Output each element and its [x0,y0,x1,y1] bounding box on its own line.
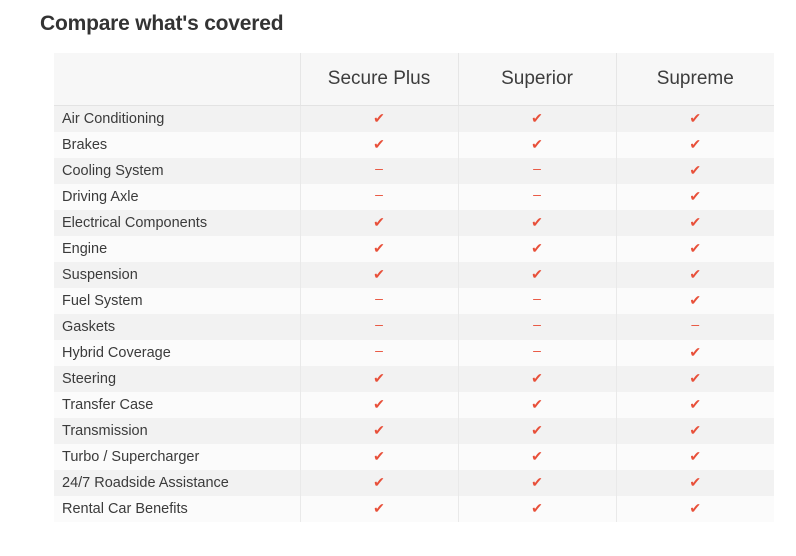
coverage-cell [458,314,616,340]
coverage-cell [300,158,458,184]
dash-icon: – [375,160,383,176]
coverage-cell [458,106,616,133]
coverage-cell [300,288,458,314]
dash-icon: – [533,342,541,358]
coverage-cell [458,496,616,522]
check-icon: ✔ [689,136,702,152]
table-row [54,132,774,158]
check-icon: ✔ [373,214,385,230]
feature-label: Brakes [54,132,300,158]
table-row [54,340,774,366]
check-icon: ✔ [689,214,702,230]
dash-icon: – [533,290,541,306]
coverage-cell [300,496,458,522]
check-icon: ✔ [531,240,543,256]
table-row [54,210,774,236]
coverage-cell [616,132,774,158]
table-row [54,184,774,210]
table-row [54,262,774,288]
coverage-cell [300,314,458,340]
check-icon: ✔ [373,474,385,490]
check-icon: ✔ [373,396,385,412]
table-row [54,158,774,184]
table-header [54,53,774,106]
check-icon: ✔ [373,448,385,464]
table-row [54,392,774,418]
check-icon: ✔ [373,370,385,386]
coverage-cell [300,340,458,366]
coverage-cell [458,210,616,236]
coverage-cell [458,262,616,288]
coverage-cell [300,132,458,158]
table-row [54,418,774,444]
feature-label: Suspension [54,262,300,288]
dash-icon: – [533,186,541,202]
table-body [54,106,774,523]
column-header-plan-secure-plus: Secure Plus [300,53,458,106]
table-row [54,366,774,392]
coverage-cell [616,392,774,418]
dash-icon: – [533,316,541,332]
coverage-cell [616,470,774,496]
check-icon: ✔ [531,448,543,464]
coverage-cell [616,418,774,444]
table-row [54,288,774,314]
coverage-cell [616,496,774,522]
dash-icon: – [691,316,700,332]
coverage-cell [458,340,616,366]
dash-icon: – [375,186,383,202]
dash-icon: – [375,290,383,306]
dash-icon: – [533,160,541,176]
check-icon: ✔ [531,500,543,516]
coverage-cell [300,418,458,444]
feature-label: Hybrid Coverage [54,340,300,366]
feature-label: Fuel System [54,288,300,314]
coverage-cell [616,106,774,133]
check-icon: ✔ [531,214,543,230]
coverage-cell [616,444,774,470]
dash-icon: – [375,316,383,332]
coverage-comparison-table [54,53,774,522]
table-row [54,496,774,522]
coverage-cell [458,158,616,184]
coverage-cell [300,210,458,236]
check-icon: ✔ [373,110,385,126]
feature-label: Cooling System [54,158,300,184]
coverage-cell [458,470,616,496]
check-icon: ✔ [531,474,543,490]
coverage-cell [616,236,774,262]
feature-label: Rental Car Benefits [54,496,300,522]
check-icon: ✔ [531,110,543,126]
coverage-cell [616,314,774,340]
check-icon: ✔ [689,292,702,308]
feature-label: 24/7 Roadside Assistance [54,470,300,496]
coverage-cell [300,470,458,496]
column-header-feature [54,53,300,106]
feature-label: Engine [54,236,300,262]
page-title: Compare what's covered [40,12,284,35]
check-icon: ✔ [689,240,702,256]
coverage-cell [300,236,458,262]
table-row [54,236,774,262]
coverage-cell [616,262,774,288]
coverage-cell [616,158,774,184]
coverage-cell [458,236,616,262]
check-icon: ✔ [373,240,385,256]
dash-icon: – [375,342,383,358]
column-header-plan-supreme: Supreme [616,53,774,106]
check-icon: ✔ [689,266,702,282]
coverage-cell [300,262,458,288]
check-icon: ✔ [531,370,543,386]
coverage-comparison-page [0,12,796,556]
column-header-plan-superior: Superior [458,53,616,106]
coverage-cell [458,444,616,470]
feature-label: Air Conditioning [54,106,300,133]
coverage-cell [300,184,458,210]
table-row [54,470,774,496]
coverage-cell [458,392,616,418]
check-icon: ✔ [373,266,385,282]
coverage-cell [458,288,616,314]
check-icon: ✔ [689,344,702,360]
check-icon: ✔ [373,422,385,438]
check-icon: ✔ [689,500,702,516]
table-row [54,444,774,470]
coverage-cell [616,184,774,210]
comparison-table-container [54,53,774,522]
coverage-cell [300,106,458,133]
feature-label: Driving Axle [54,184,300,210]
check-icon: ✔ [689,188,702,204]
coverage-cell [616,340,774,366]
check-icon: ✔ [689,422,702,438]
coverage-cell [458,366,616,392]
coverage-cell [300,444,458,470]
feature-label: Steering [54,366,300,392]
coverage-cell [458,418,616,444]
check-icon: ✔ [373,500,385,516]
feature-label: Transmission [54,418,300,444]
check-icon: ✔ [373,136,385,152]
feature-label: Electrical Components [54,210,300,236]
check-icon: ✔ [531,396,543,412]
check-icon: ✔ [689,396,702,412]
feature-label: Gaskets [54,314,300,340]
coverage-cell [616,366,774,392]
check-icon: ✔ [689,162,702,178]
check-icon: ✔ [531,136,543,152]
coverage-cell [616,210,774,236]
coverage-cell [300,392,458,418]
feature-label: Turbo / Supercharger [54,444,300,470]
check-icon: ✔ [531,422,543,438]
coverage-cell [300,366,458,392]
check-icon: ✔ [689,110,702,126]
check-icon: ✔ [689,448,702,464]
feature-label: Transfer Case [54,392,300,418]
table-row [54,106,774,133]
coverage-cell [616,288,774,314]
check-icon: ✔ [689,370,702,386]
coverage-cell [458,132,616,158]
coverage-cell [458,184,616,210]
check-icon: ✔ [689,474,702,490]
table-header-row [54,53,774,106]
table-row [54,314,774,340]
check-icon: ✔ [531,266,543,282]
